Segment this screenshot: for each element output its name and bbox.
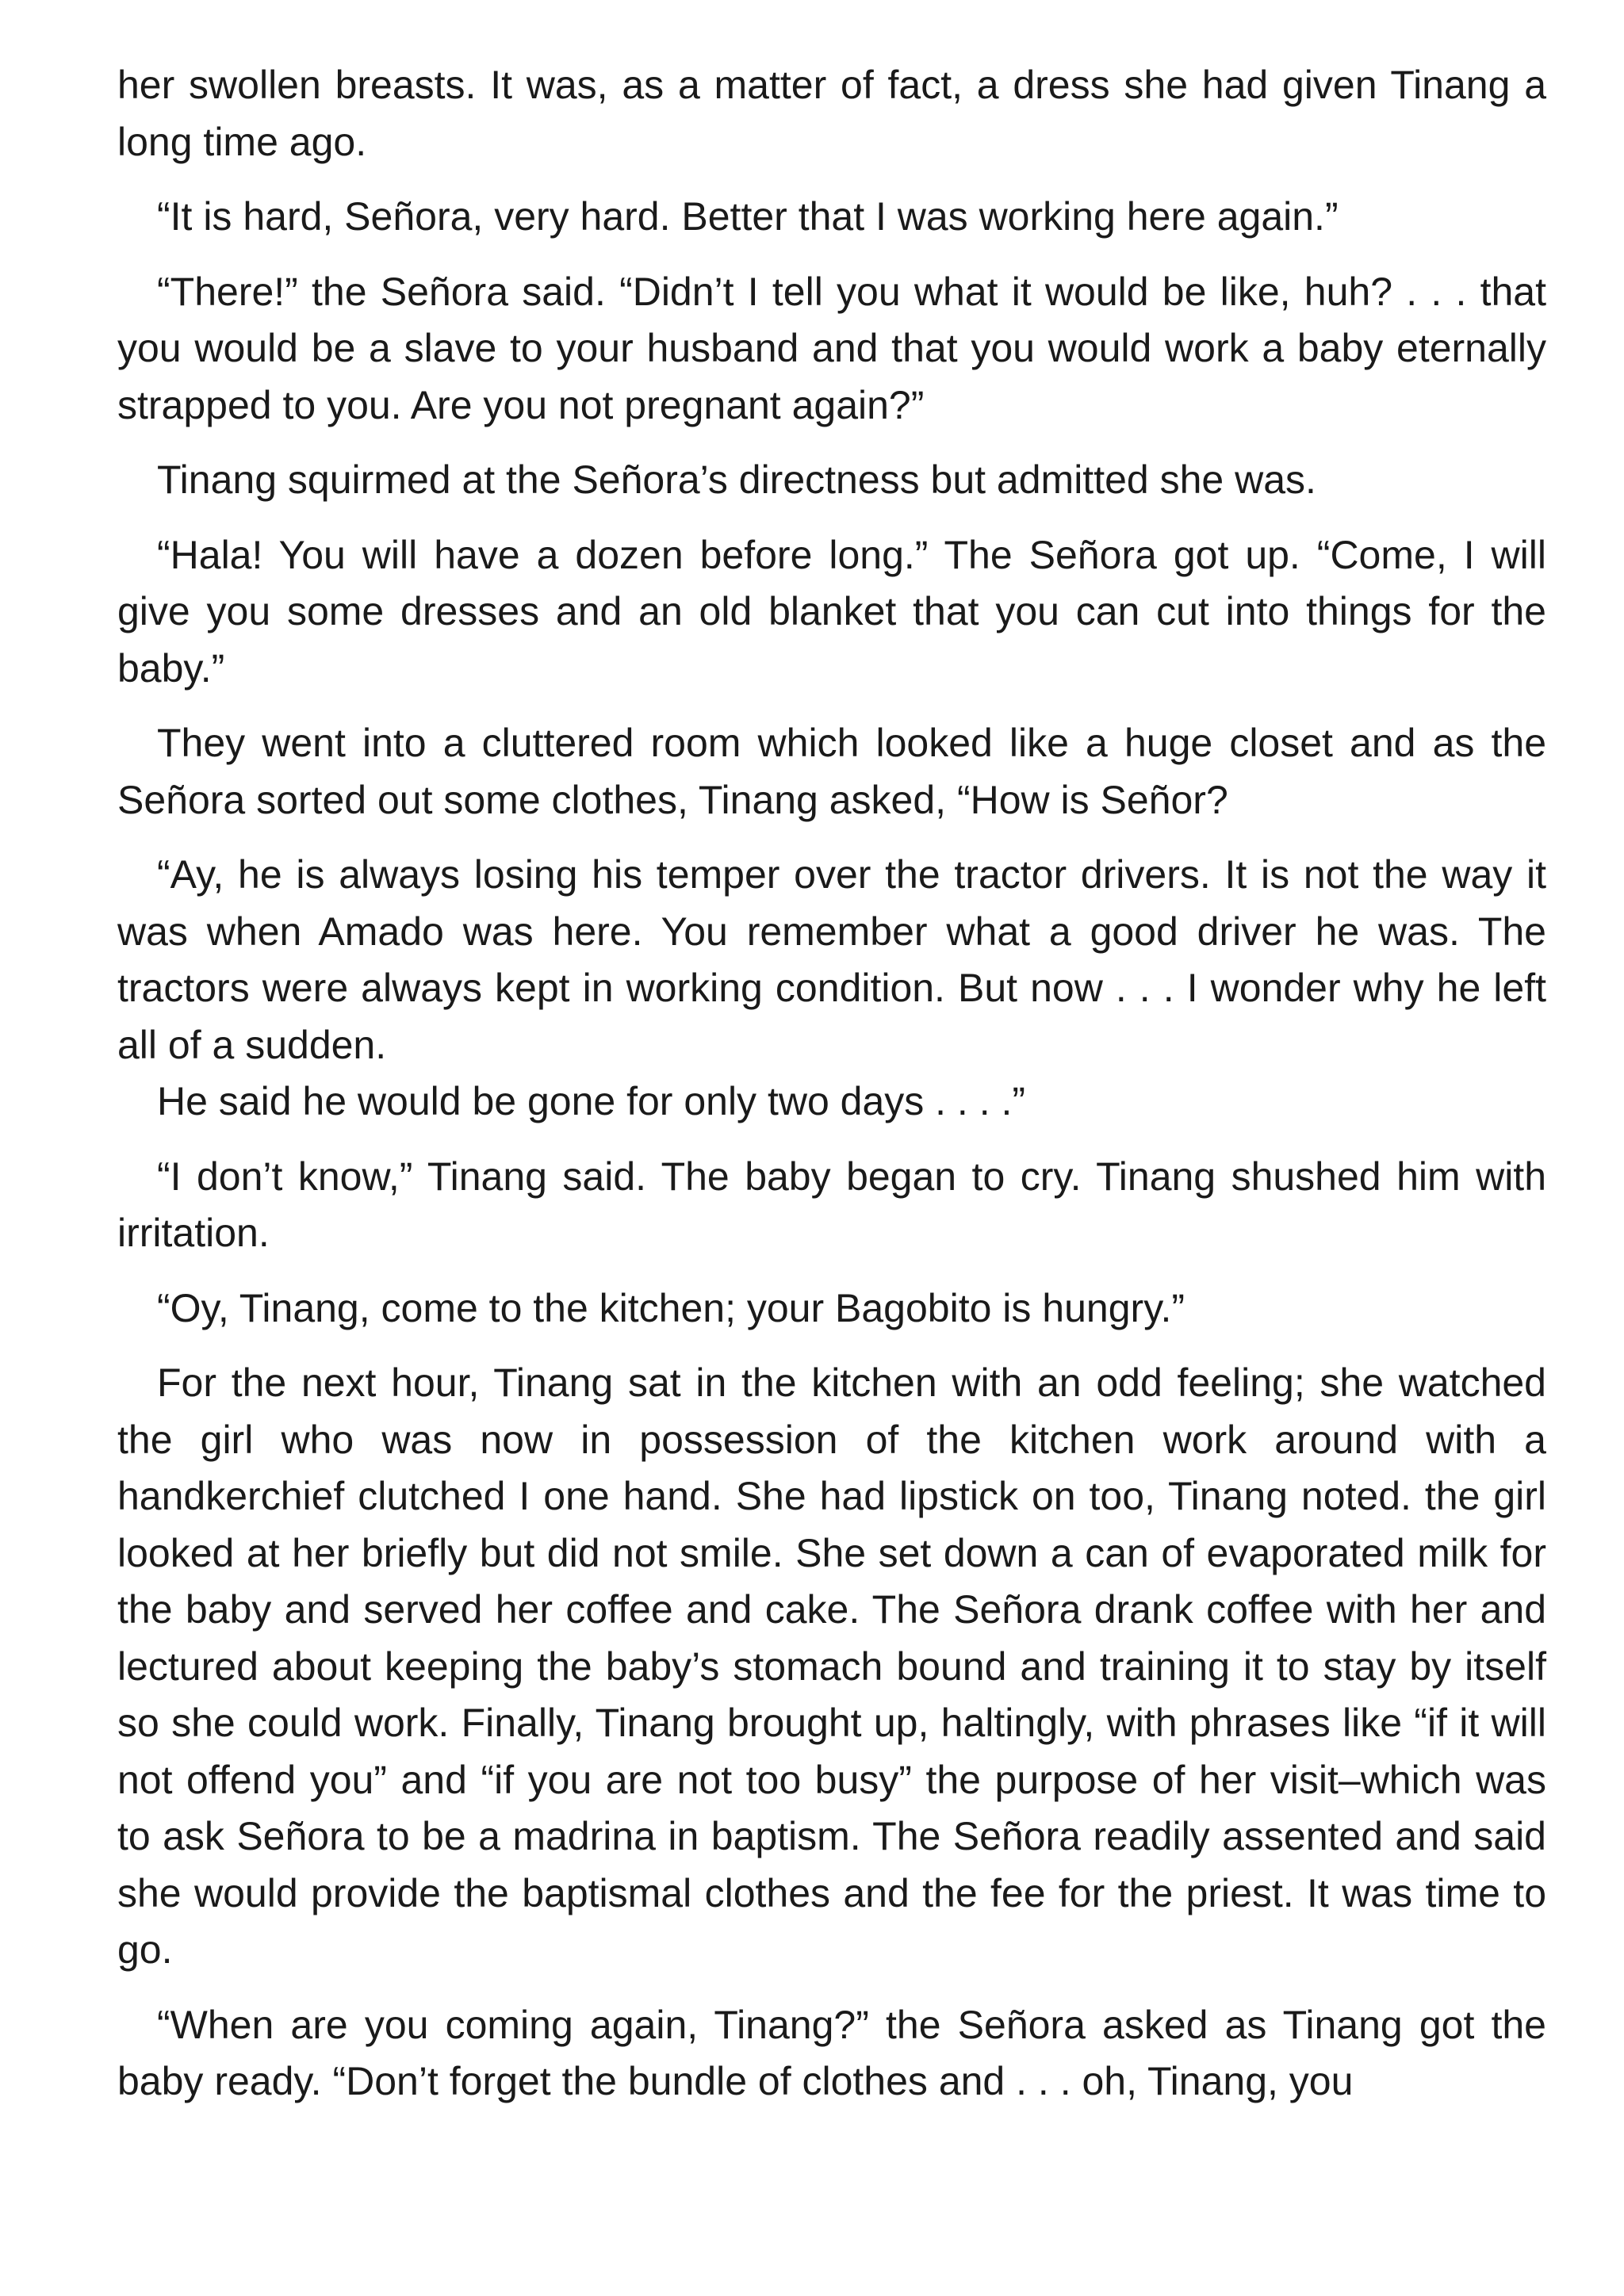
paragraph-7: “Ay, he is always losing his temper over the tractor drivers. It is not the way it was when Amado was here. You remember what a good driver he was. The tractors were always kept in working condition. But now . . . I wonder why he left all of a sudden. [117, 852, 1546, 1067]
paragraph-4: Tinang squirmed at the Señora’s directness but admitted she was. [157, 457, 1316, 502]
paragraph-3: “There!” the Señora said. “Didn’t I tell you what it would be like, huh? . . . that you would be a slave to your husband and that you would work a baby eternally strapped to you. Are you not pregnant again?” [117, 269, 1546, 427]
paragraph-9: “I don’t know,” Tinang said. The baby began to cry. Tinang shushed him with irritation. [117, 1154, 1546, 1255]
paragraph-11: For the next hour, Tinang sat in the kitchen with an odd feeling; she watched the girl who was now in possession of the kitchen work around with a handkerchief clutched I one hand. She had lipstick on too, Tinang noted. the girl looked at her briefly but did not smile. She set down a can of evaporated milk for the baby and served her coffee and cake. The Señora drank coffee with her and lectured about keeping the baby’s stomach bound and training it to stay by itself so she could work. Finally, Tinang brought up, haltingly, with phrases like “if it will not offend you” and “if you are not too busy” the purpose of her visit–which was to ask Señora to be a madrina in baptism. The Señora readily assented and said she would provide the baptismal clothes and the fee for the priest. It was time to go. [117, 1360, 1546, 1972]
paragraph-5: “Hala! You will have a dozen before long.” The Señora got up. “Come, I will give you some dresses and an old blanket that you can cut into things for the baby.” [117, 532, 1546, 691]
body-text [117, 57, 1546, 2129]
paragraph-10: “Oy, Tinang, come to the kitchen; your Bagobito is hungry.” [157, 1285, 1185, 1330]
paragraph-12: “When are you coming again, Tinang?” the Señora asked as Tinang got the baby ready. “Don’t forget the bundle of clothes and . . . oh, Tinang, you [117, 2002, 1546, 2103]
paragraph-6: They went into a cluttered room which looked like a huge closet and as the Señora sorted out some clothes, Tinang asked, “How is Señor? [117, 721, 1546, 822]
paragraph-1: her swollen breasts. It was, as a matter of fact, a dress she had given Tinang a long time ago. [117, 63, 1546, 164]
paragraph-2: “It is hard, Señora, very hard. Better that I was working here again.” [157, 194, 1339, 239]
paragraph-8: He said he would be gone for only two days . . . .” [157, 1079, 1026, 1123]
